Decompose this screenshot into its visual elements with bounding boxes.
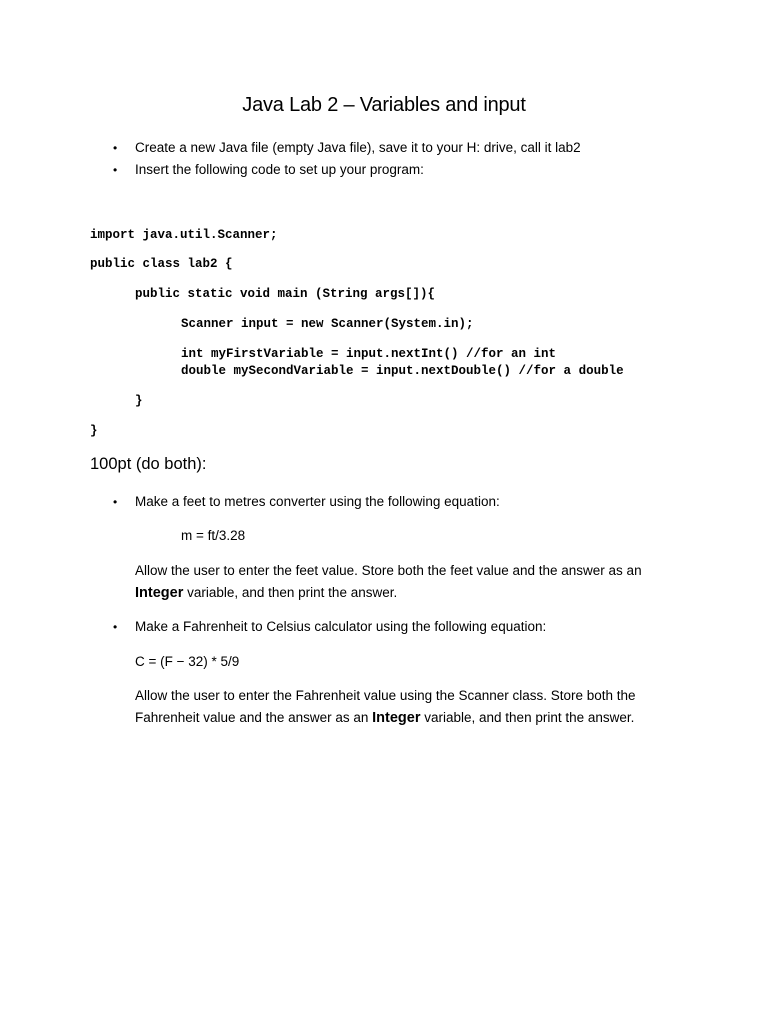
code-import-line: import java.util.Scanner; [90, 228, 278, 242]
task1-integer-emphasis: Integer [135, 585, 184, 601]
code-outer-close-brace: } [90, 424, 98, 438]
task2-equation: C = (F − 32) * 5/9 [135, 654, 240, 669]
task2-description-line2-pre: Fahrenheit value and the answer as an [135, 710, 373, 725]
task2-integer-emphasis: Integer [372, 710, 421, 726]
code-double-line: double mySecondVariable = input.nextDouble() //for a double [181, 364, 624, 378]
task1-description-line2 [135, 582, 397, 604]
task1-bullet: Make a feet to metres converter using the following equation: [135, 494, 500, 509]
code-main-declaration: public static void main (String args[]){ [135, 287, 436, 301]
code-scanner-line: Scanner input = new Scanner(System.in); [181, 317, 474, 331]
section-heading: 100pt (do both): [90, 455, 207, 473]
task2-description-line2 [135, 707, 634, 729]
task2-bullet: Make a Fahrenheit to Celsius calculator using the following equation: [135, 619, 547, 634]
task1-description-line2-rest: variable, and then print the answer. [183, 585, 398, 600]
code-int-line: int myFirstVariable = input.nextInt() //for an int [181, 347, 557, 361]
bullet-glyph: • [113, 620, 118, 634]
bullet-glyph: • [113, 141, 118, 155]
task1-equation: m = ft/3.28 [181, 528, 246, 543]
code-class-declaration: public class lab2 { [90, 257, 233, 271]
task1-description-line1: Allow the user to enter the feet value. Store both the feet value and the answer as an [135, 563, 642, 578]
task2-description-line1: Allow the user to enter the Fahrenheit value using the Scanner class. Store both the [135, 688, 636, 703]
bullet-glyph: • [113, 495, 118, 509]
intro-bullet-2: Insert the following code to set up your program: [135, 162, 424, 177]
bullet-glyph: • [113, 163, 118, 177]
page-title: Java Lab 2 – Variables and input [242, 94, 526, 116]
task2-description-line2-rest: variable, and then print the answer. [420, 710, 635, 725]
code-inner-close-brace: } [135, 394, 143, 408]
intro-bullet-1: Create a new Java file (empty Java file), save it to your H: drive, call it lab2 [135, 140, 581, 155]
